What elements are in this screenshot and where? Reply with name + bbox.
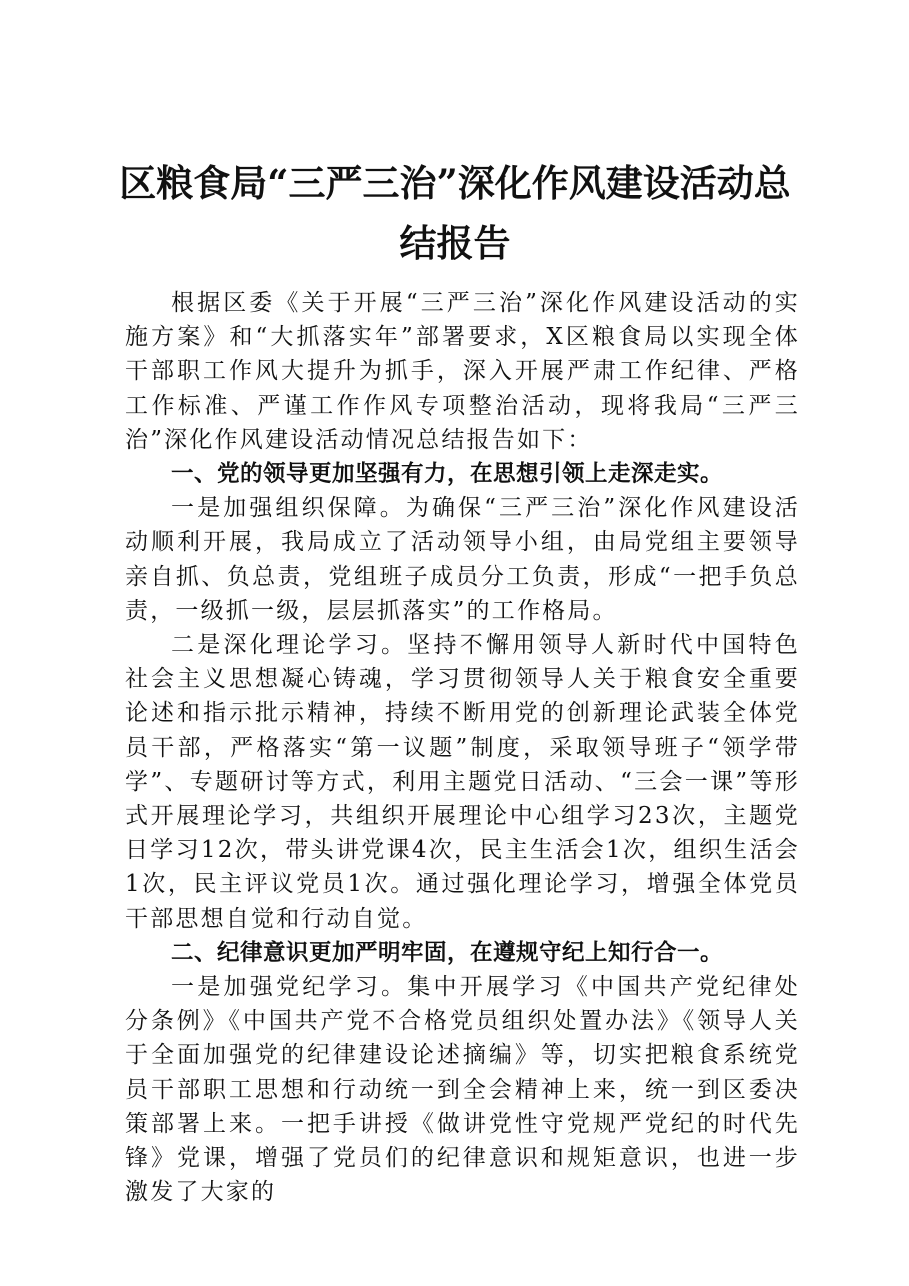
section-heading-2: 二、纪律意识更加严明牢固，在遵规守纪上知行合一。: [171, 939, 724, 966]
section-heading-1: 一、党的领导更加坚强有力，在思想引领上走深走实。: [171, 461, 724, 488]
body-paragraph: 二是深化理论学习。坚持不懈用领导人新时代中国特色社会主义思想凝心铸魂，学习贯彻领导人关于粮食安全重要论述和指示批示精神，持续不断用党的创新理论武装全体党员干部，严格落实“第一议题”制度，采取领导班子“领学带学”、专题研讨等方式，利用主题党日活动、“三会一课”等形式开展理论学习，共组织开展理论中心组学习23次，主题党日学习12次，带头讲党课4次，民主生活会1次，组织生活会1次，民主评议党员1次。通过强化理论学习，增强全体党员干部思想自觉和行动自觉。: [125, 632, 800, 932]
body-paragraph: 一是加强组织保障。为确保“三严三治”深化作风建设活动顺利开展，我局成立了活动领导小组，由局党组主要领导亲自抓、负总责，党组班子成员分工负责，形成“一把手负总责，一级抓一级，层层抓落实”的工作格局。: [125, 495, 800, 624]
intro-paragraph: 根据区委《关于开展“三严三治”深化作风建设活动的实施方案》和“大抓落实年”部署要求，X区粮食局以实现全体干部职工作风大提升为抓手，深入开展严肃工作纪律、严格工作标准、严谨工作作风专项整治活动，现将我局“三严三治”深化作风建设活动情况总结报告如下：: [125, 290, 800, 453]
document-body: [125, 286, 800, 1209]
document-title: 区粮食局“三严三治”深化作风建设活动总结报告: [119, 161, 791, 265]
body-paragraph: 一是加强党纪学习。集中开展学习《中国共产党纪律处分条例》《中国共产党不合格党员组织处置办法》《领导人关于全面加强党的纪律建设论述摘编》等，切实把粮食系统党员干部职工思想和行动统一到全会精神上来，统一到区委决策部署上来。一把手讲授《做讲党性守党规严党纪的时代先锋》党课，增强了党员们的纪律意识和规矩意识，也进一步激发了大家的: [125, 974, 800, 1206]
